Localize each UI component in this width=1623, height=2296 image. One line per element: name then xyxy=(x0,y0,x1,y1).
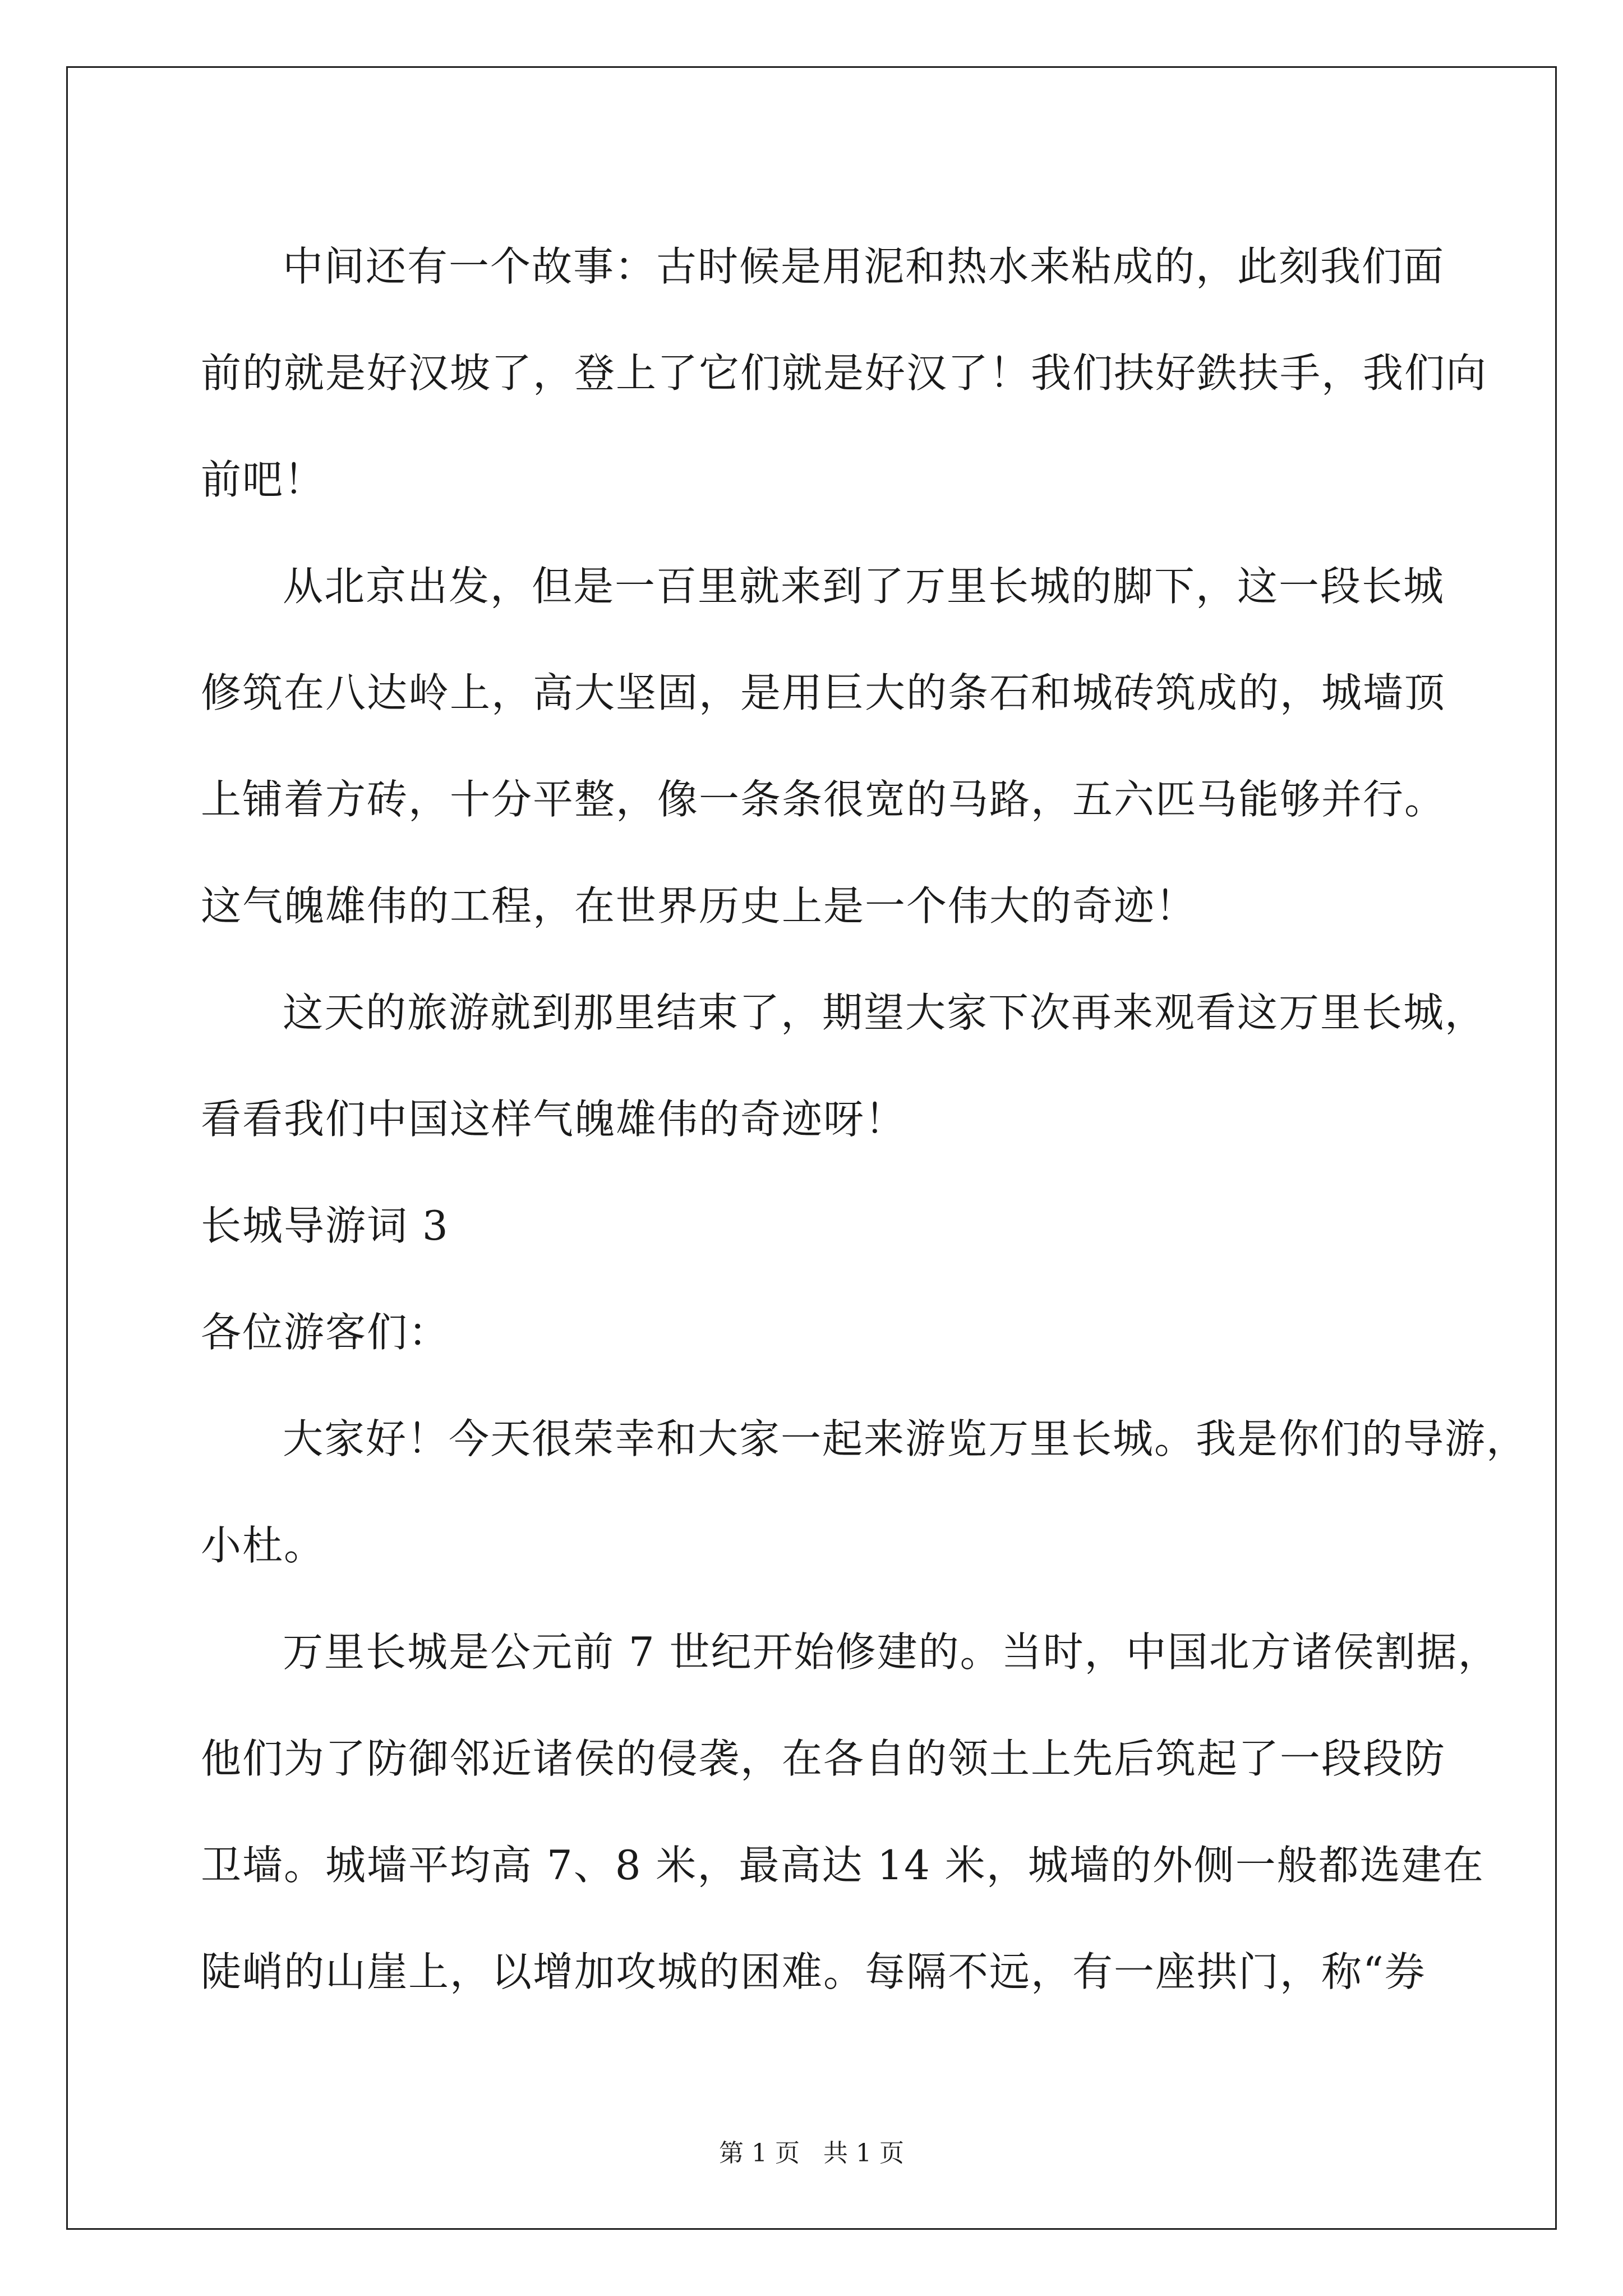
salutation: 各位游客们： xyxy=(201,1309,450,1356)
document-body xyxy=(201,213,1528,2025)
text-line: 从北京出发，但是一百里就来到了万里长城的脚下，这一段长城 xyxy=(283,563,1445,610)
text-line: 万里长城是公元前 7 世纪开始修建的。当时，中国北方诸侯割据， xyxy=(283,1628,1500,1676)
section-heading: 长城导游词 3 xyxy=(201,1202,449,1249)
text-line: 卫墙。城墙平均高 7、8 米，最高达 14 米，城墙的外侧一般都选建在 xyxy=(201,1842,1484,1889)
text-line: 大家好！今天很荣幸和大家一起来游览万里长城。我是你们的导游， xyxy=(283,1415,1528,1462)
text-line: 陡峭的山崖上，以增加攻城的困难。每隔不远，有一座拱门，称“券 xyxy=(201,1948,1426,1995)
text-line: 看看我们中国这样气魄雄伟的奇迹呀！ xyxy=(201,1096,907,1143)
text-line: 他们为了防御邻近诸侯的侵袭，在各自的领土上先后筑起了一段段防 xyxy=(201,1735,1446,1782)
text-line: 这天的旅游就到那里结束了，期望大家下次再来观看这万里长城， xyxy=(283,989,1487,1036)
text-line: 中间还有一个故事：古时候是用泥和热水来粘成的，此刻我们面 xyxy=(283,243,1445,290)
text-line: 这气魄雄伟的工程，在世界历史上是一个伟大的奇迹！ xyxy=(201,882,1197,930)
text-line: 前的就是好汉坡了，登上了它们就是好汉了！我们扶好鉄扶手，我们向 xyxy=(201,349,1488,397)
text-line: 前吧！ xyxy=(201,456,326,503)
page-footer: 第 1 页 共 1 页 xyxy=(719,2139,904,2168)
text-line: 上铺着方砖，十分平整，像一条条很宽的马路，五六匹马能够并行。 xyxy=(201,776,1446,823)
text-line: 小杜。 xyxy=(201,1522,326,1569)
text-line: 修筑在八达岭上，高大坚固，是用巨大的条石和城砖筑成的，城墙顶 xyxy=(201,669,1446,716)
